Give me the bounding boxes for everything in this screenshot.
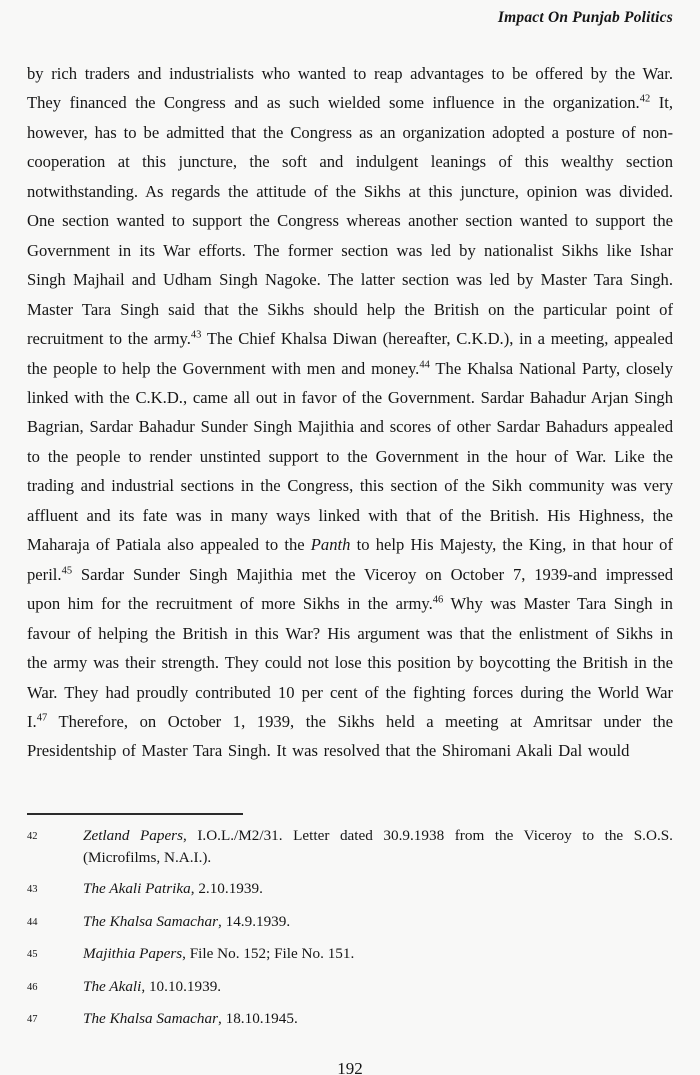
footnote-number: 46 (27, 981, 38, 993)
body-segment: The Chief Khalsa Diwan (hereafter, C.K.D.), in a meeting, appealed the people to help the Government with men and money. (27, 329, 673, 378)
footnote-42 (27, 825, 673, 868)
footnote-46 (27, 976, 673, 999)
footnote-ref-43: 43 (190, 329, 202, 341)
footnote-43 (27, 878, 673, 901)
footnote-text (83, 878, 673, 901)
body-segment: by rich traders and industrialists who wanted to reap advantages to be offered by the War. They financed the Congress and as such wielded some influence in the organization. (27, 64, 673, 113)
footnote-text (83, 825, 673, 868)
footnote-detail: , 18.10.1945. (218, 1010, 298, 1027)
footnote-source-title: Zetland Papers (83, 827, 183, 844)
footnote-text (83, 1008, 673, 1031)
footnote-ref-45: 45 (61, 565, 73, 577)
footnote-number: 44 (27, 916, 38, 928)
footnote-47 (27, 1008, 673, 1031)
footnotes-section (27, 813, 673, 1041)
footnote-source-title: The Akali (83, 977, 142, 995)
footnote-text (83, 976, 673, 999)
body-segment: Why was Master Tara Singh in favour of helping the British in this War? His argument was that the enlistment of Sikhs in the army was their strength. They could not lose this position by boycotting the British in the War. They had proudly contributed 10 per cent of the fighting forces during the World War I. (27, 594, 673, 731)
body-paragraph (27, 59, 673, 766)
footnote-text (83, 911, 673, 934)
running-header: Impact On Punjab Politics (497, 9, 673, 26)
footnote-detail: , 2.10.1939. (190, 880, 263, 897)
footnote-source-title: The Khalsa Samachar (83, 912, 219, 930)
body-segment: Therefore, on October 1, 1939, the Sikhs held a meeting at Amritsar under the Presidentship of Master Tara Singh. It was resolved that the Shiromani Akali Dal would (27, 711, 673, 761)
footnote-number: 45 (27, 949, 38, 960)
body-segment: to help His Majesty, the King, in that hour of peril. (27, 535, 673, 584)
footnote-text (83, 943, 673, 966)
footnote-number: 47 (27, 1014, 38, 1025)
footnote-detail: , File No. 152; File No. 151. (182, 945, 355, 962)
footnote-detail: , 10.10.1939. (141, 977, 222, 995)
footnote-ref-44: 44 (419, 359, 430, 370)
footnote-number: 43 (27, 884, 38, 895)
footnote-separator-rule (27, 813, 243, 815)
footnote-45 (27, 943, 673, 966)
footnote-ref-46: 46 (432, 594, 444, 606)
footnote-source-title: The Akali Patrika (83, 880, 191, 897)
body-segment: Sardar Sunder Singh Majithia met the Viceroy on October 7, 1939-and impressed upon him for the recruitment of more Sikhs in the army. (27, 564, 673, 614)
footnote-ref-42: 42 (639, 93, 651, 105)
body-segment-italic-panth: Panth (310, 535, 351, 555)
footnote-source-title: Majithia Papers (83, 945, 183, 962)
footnote-44 (27, 911, 673, 934)
body-segment: It, however, has to be admitted that the Congress as an organization adopted a posture of non-cooperation at this juncture, the soft and indulgent leanings of this wealthy section notwithstanding. As regards the attitude of the Sikhs at this juncture, opinion was divided. One section wanted to support the Congress whereas another section wanted to support the Government in its War efforts. The former section was led by nationalist Sikhs like Ishar Singh Majhail and Udham Singh Nagoke. The latter section was led by Master Tara Singh. Master Tara Singh said that the Sikhs should help the British on the particular point of recruitment to the army. (27, 93, 673, 349)
body-segment: The Khalsa National Party, closely linked with the C.K.D., came all out in favor of the Government. Sardar Bahadur Arjan Singh Bagrian, Sardar Bahadur Sunder Singh Majithia and scores of other Sardar Bahadurs appealed to the people to render unstinted support to the Government in the hour of War. Like the trading and industrial sections in the Congress, this section of the Sikh community was very affluent and its fate was in many ways linked with that of the British. His Highness, the Maharaja of Patiala also appealed to the (27, 358, 674, 555)
footnote-detail: , 14.9.1939. (218, 912, 291, 930)
footnote-source-title: The Khalsa Samachar (83, 1010, 219, 1027)
page-number: 192 (337, 1059, 363, 1075)
footnote-detail: , I.O.L./M2/31. Letter dated 30.9.1938 from the Viceroy to the S.O.S. (Microfilms, N.A.I.). (83, 827, 673, 866)
footnote-number: 42 (27, 831, 38, 842)
footnote-ref-47: 47 (36, 712, 48, 724)
